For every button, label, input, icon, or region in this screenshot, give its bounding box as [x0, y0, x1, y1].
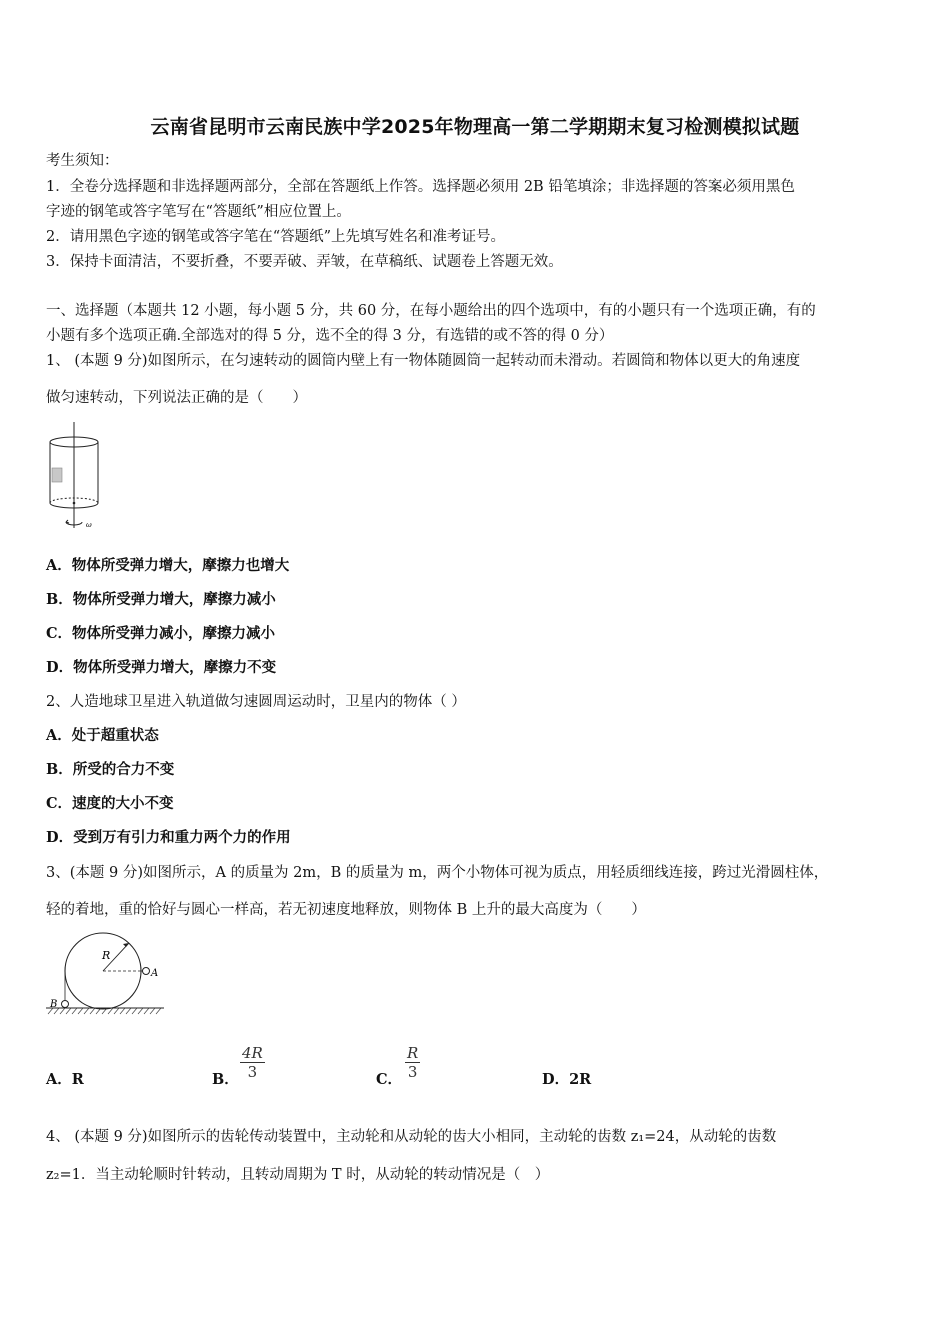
notice-heading: 考生须知：	[46, 153, 119, 169]
radius-label: R	[102, 949, 111, 962]
q2-option-a: A．处于超重状态	[46, 727, 159, 744]
q2-option-b: B．所受的合力不变	[46, 761, 175, 778]
q3-choice-d: D．2R	[542, 1071, 592, 1088]
q4-stem-1: 4、 (本题 9 分)如图所示的齿轮传动装置中，主动轮和从动轮的齿大小相同，主动轮的齿数 z₁=24，从动轮的齿数	[46, 1129, 777, 1145]
q1-stem-2: 做匀速转动，下列说法正确的是（ ）	[46, 390, 307, 406]
q3-choice-b: B．	[212, 1071, 239, 1088]
q3-choice-c-fraction	[405, 1044, 420, 1081]
q1-option-c: C．物体所受弹力减小，摩擦力减小	[46, 625, 276, 642]
pulley-figure	[44, 930, 168, 1020]
q3-choice-b-numerator: 4R	[242, 1044, 263, 1062]
q1-option-d: D．物体所受弹力增大，摩擦力不变	[46, 659, 277, 676]
q2-option-d: D．受到万有引力和重力两个力的作用	[46, 829, 291, 846]
q3-choice-c-numerator: R	[407, 1044, 419, 1062]
block-on-wall	[52, 468, 62, 482]
q3-choice-a: A．R	[46, 1071, 84, 1088]
q3-stem-1: 3、(本题 9 分)如图所示，A 的质量为 2m，B 的质量为 m，两个小物体可视为质点，用轻质细线连接，跨过光滑圆柱体，	[46, 865, 829, 881]
q3-stem-2: 轻的着地，重的恰好与圆心一样高，若无初速度地释放，则物体 B 上升的最大高度为（ ）	[46, 902, 646, 918]
object-b	[62, 1001, 69, 1008]
notice-line-3: 3．保持卡面清洁，不要折叠，不要弄破、弄皱，在草稿纸、试题卷上答题无效。	[46, 254, 563, 270]
section-intro-1: 一、选择题（本题共 12 小题，每小题 5 分，共 60 分，在每小题给出的四个选项中，有的小题只有一个选项正确，有的	[46, 303, 816, 319]
notice-line-1a: 1．全卷分选择题和非选择题两部分，全部在答题纸上作答。选择题必须用 2B 铅笔填涂；非选择题的答案必须用黑色	[46, 179, 795, 195]
notice-line-1b: 字迹的钢笔或答字笔写在“答题纸”相应位置上。	[46, 204, 351, 220]
q3-choice-b-denominator: 3	[247, 1063, 258, 1081]
q3-choice-c-denominator: 3	[407, 1063, 418, 1081]
notice-line-2: 2．请用黑色字迹的钢笔或答字笔在“答题纸”上先填写姓名和准考证号。	[46, 229, 506, 245]
q3-choice-b-fraction	[240, 1044, 265, 1081]
q4-stem-2: z₂=1．当主动轮顺时针转动，且转动周期为 T 时，从动轮的转动情况是（ ）	[46, 1167, 550, 1183]
omega-label: ω	[86, 521, 92, 529]
q3-choice-c: C．	[376, 1071, 403, 1088]
q2-option-c: C．速度的大小不变	[46, 795, 174, 812]
page-title: 云南省昆明市云南民族中学2025年物理高一第二学期期末复习检测模拟试题	[150, 116, 800, 138]
object-a	[143, 968, 150, 975]
q1-option-a: A．物体所受弹力增大，摩擦力也增大	[46, 557, 290, 574]
label-a: A	[151, 968, 159, 979]
cylinder-figure	[46, 418, 106, 536]
section-intro-2: 小题有多个选项正确.全部选对的得 5 分，选不全的得 3 分，有选错的或不答的得 0 分）	[46, 328, 614, 344]
q1-stem-1: 1、 (本题 9 分)如图所示，在匀速转动的圆筒内壁上有一物体随圆筒一起转动而未滑动。若圆筒和物体以更大的角速度	[46, 353, 801, 369]
label-b: B	[50, 999, 58, 1010]
q1-option-b: B．物体所受弹力增大，摩擦力减小	[46, 591, 276, 608]
q2-stem: 2、人造地球卫星进入轨道做匀速圆周运动时，卫星内的物体（ ）	[46, 694, 466, 710]
